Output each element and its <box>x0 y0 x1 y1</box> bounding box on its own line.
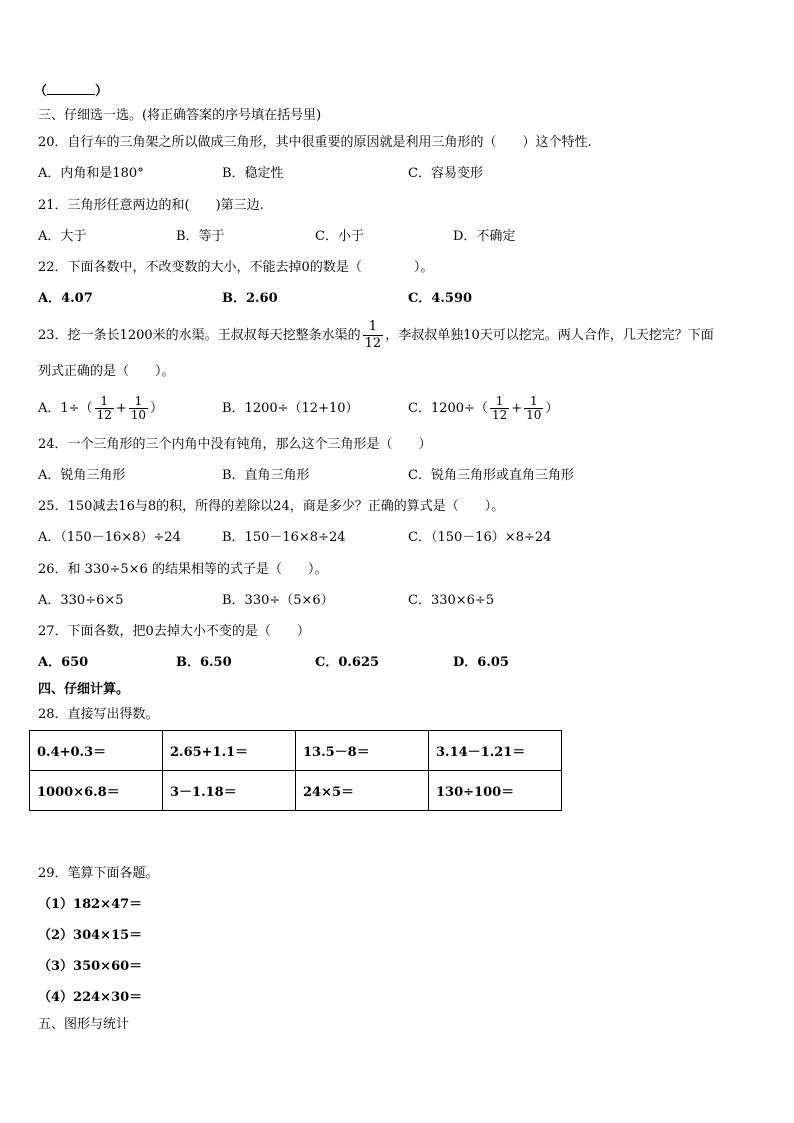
table-row <box>30 731 562 771</box>
table-cell[interactable]: 3.14－1.21＝ <box>429 731 562 771</box>
section-5-title: 五、图形与统计 <box>38 1017 130 1032</box>
q29-item-3[interactable]: （3）350×60＝ <box>38 959 143 974</box>
q21-option-d[interactable]: D．不确定 <box>453 229 516 244</box>
q24-option-b[interactable]: B．直角三角形 <box>222 468 310 483</box>
table-cell[interactable]: 0.4+0.3＝ <box>30 731 163 771</box>
q27-option-b[interactable]: B．6.50 <box>176 655 232 670</box>
fraction-1-10: $\frac{1}{10}$ <box>130 394 147 422</box>
q23-option-b[interactable]: B．1200÷（12+10） <box>222 401 359 416</box>
q25-option-a[interactable]: A．（150－16×8）÷24 <box>38 530 181 545</box>
q20-stem: 20．自行车的三角架之所以做成三角形，其中很重要的原因就是利用三角形的（ ）这个特性. <box>38 135 592 150</box>
q24-option-c[interactable]: C．锐角三角形或直角三角形 <box>408 468 574 483</box>
q24-option-a[interactable]: A．锐角三角形 <box>38 468 126 483</box>
fraction-1-12: $\frac{1}{12}$ <box>491 394 508 422</box>
q21-stem: 21．三角形任意两边的和( )第三边. <box>38 198 264 213</box>
table-cell[interactable]: 3－1.18＝ <box>163 771 296 811</box>
q26-option-a[interactable]: A．330÷6×5 <box>38 593 124 608</box>
q23-stem-line1: 23．挖一条长1200米的水渠。王叔叔每天挖整条水渠的 $\frac{1}{12}$ ，李叔叔单独10天可以挖完。两人合作，几天挖完？下面 <box>38 319 714 351</box>
q27-option-c[interactable]: C．0.625 <box>315 655 380 670</box>
calculation-table <box>29 730 562 811</box>
q23-option-c[interactable]: C．1200÷（ $\frac{1}{12}$ + $\frac{1}{10}$ ） <box>408 394 559 422</box>
q27-option-a[interactable]: A．650 <box>38 655 89 670</box>
q22-option-c[interactable]: C．4.590 <box>408 291 473 306</box>
table-cell[interactable]: 13.5－8＝ <box>296 731 429 771</box>
table-cell[interactable]: 130÷100＝ <box>429 771 562 811</box>
fraction-1-12: $\frac{1}{12}$ <box>96 394 112 422</box>
q20-option-a[interactable]: A．内角和是180° <box>38 166 144 181</box>
q20-option-b[interactable]: B．稳定性 <box>222 166 284 181</box>
q29-item-4[interactable]: （4）224×30＝ <box>38 990 143 1005</box>
answer-blank[interactable] <box>47 82 95 95</box>
section-3-title: 三、仔细选一选。(将正确答案的序号填在括号里) <box>38 108 322 123</box>
q22-option-b[interactable]: B．2.60 <box>222 291 278 306</box>
q21-option-b[interactable]: B．等于 <box>176 229 225 244</box>
q25-option-b[interactable]: B．150－16×8÷24 <box>222 530 346 545</box>
q20-option-c[interactable]: C．容易变形 <box>408 166 483 181</box>
fraction-1-12: $\frac{1}{12}$ <box>364 319 382 351</box>
fraction-1-10: $\frac{1}{10}$ <box>526 394 542 422</box>
q25-option-c[interactable]: C．（150－16）×8÷24 <box>408 530 552 545</box>
q27-stem: 27．下面各数，把0去掉大小不变的是（ ） <box>38 624 310 639</box>
table-cell[interactable]: 24×5＝ <box>296 771 429 811</box>
q22-option-a[interactable]: A．4.07 <box>38 291 93 306</box>
q25-stem: 25．150减去16与8的积，所得的差除以24，商是多少？正确的算式是（ ）。 <box>38 499 505 514</box>
q21-option-a[interactable]: A．大于 <box>38 229 87 244</box>
table-row <box>30 771 562 811</box>
q22-stem: 22．下面各数中，不改变数的大小，不能去掉0的数是（ ）。 <box>38 260 434 275</box>
table-cell[interactable]: 2.65+1.1＝ <box>163 731 296 771</box>
q23-stem-line2: 列式正确的是（ ）。 <box>38 364 175 379</box>
answer-blank-line: （ ） <box>34 84 109 99</box>
q26-stem: 26．和 330÷5×6 的结果相等的式子是（ ）。 <box>38 562 328 577</box>
q21-option-c[interactable]: C．小于 <box>315 229 364 244</box>
q23-option-a[interactable]: A．1÷（ $\frac{1}{12}$ + $\frac{1}{10}$ ） <box>38 394 164 422</box>
q24-stem: 24．一个三角形的三个内角中没有钝角，那么这个三角形是（ ） <box>38 437 432 452</box>
section-4-title: 四、仔细计算。 <box>38 682 130 697</box>
q26-option-c[interactable]: C．330×6÷5 <box>408 593 495 608</box>
q28-stem: 28．直接写出得数。 <box>38 707 159 722</box>
q27-option-d[interactable]: D．6.05 <box>453 655 509 670</box>
q29-stem: 29．笔算下面各题。 <box>38 866 159 881</box>
table-cell[interactable]: 1000×6.8＝ <box>30 771 163 811</box>
q29-item-2[interactable]: （2）304×15＝ <box>38 928 143 943</box>
q29-item-1[interactable]: （1）182×47＝ <box>38 897 143 912</box>
q26-option-b[interactable]: B．330÷（5×6） <box>222 593 334 608</box>
